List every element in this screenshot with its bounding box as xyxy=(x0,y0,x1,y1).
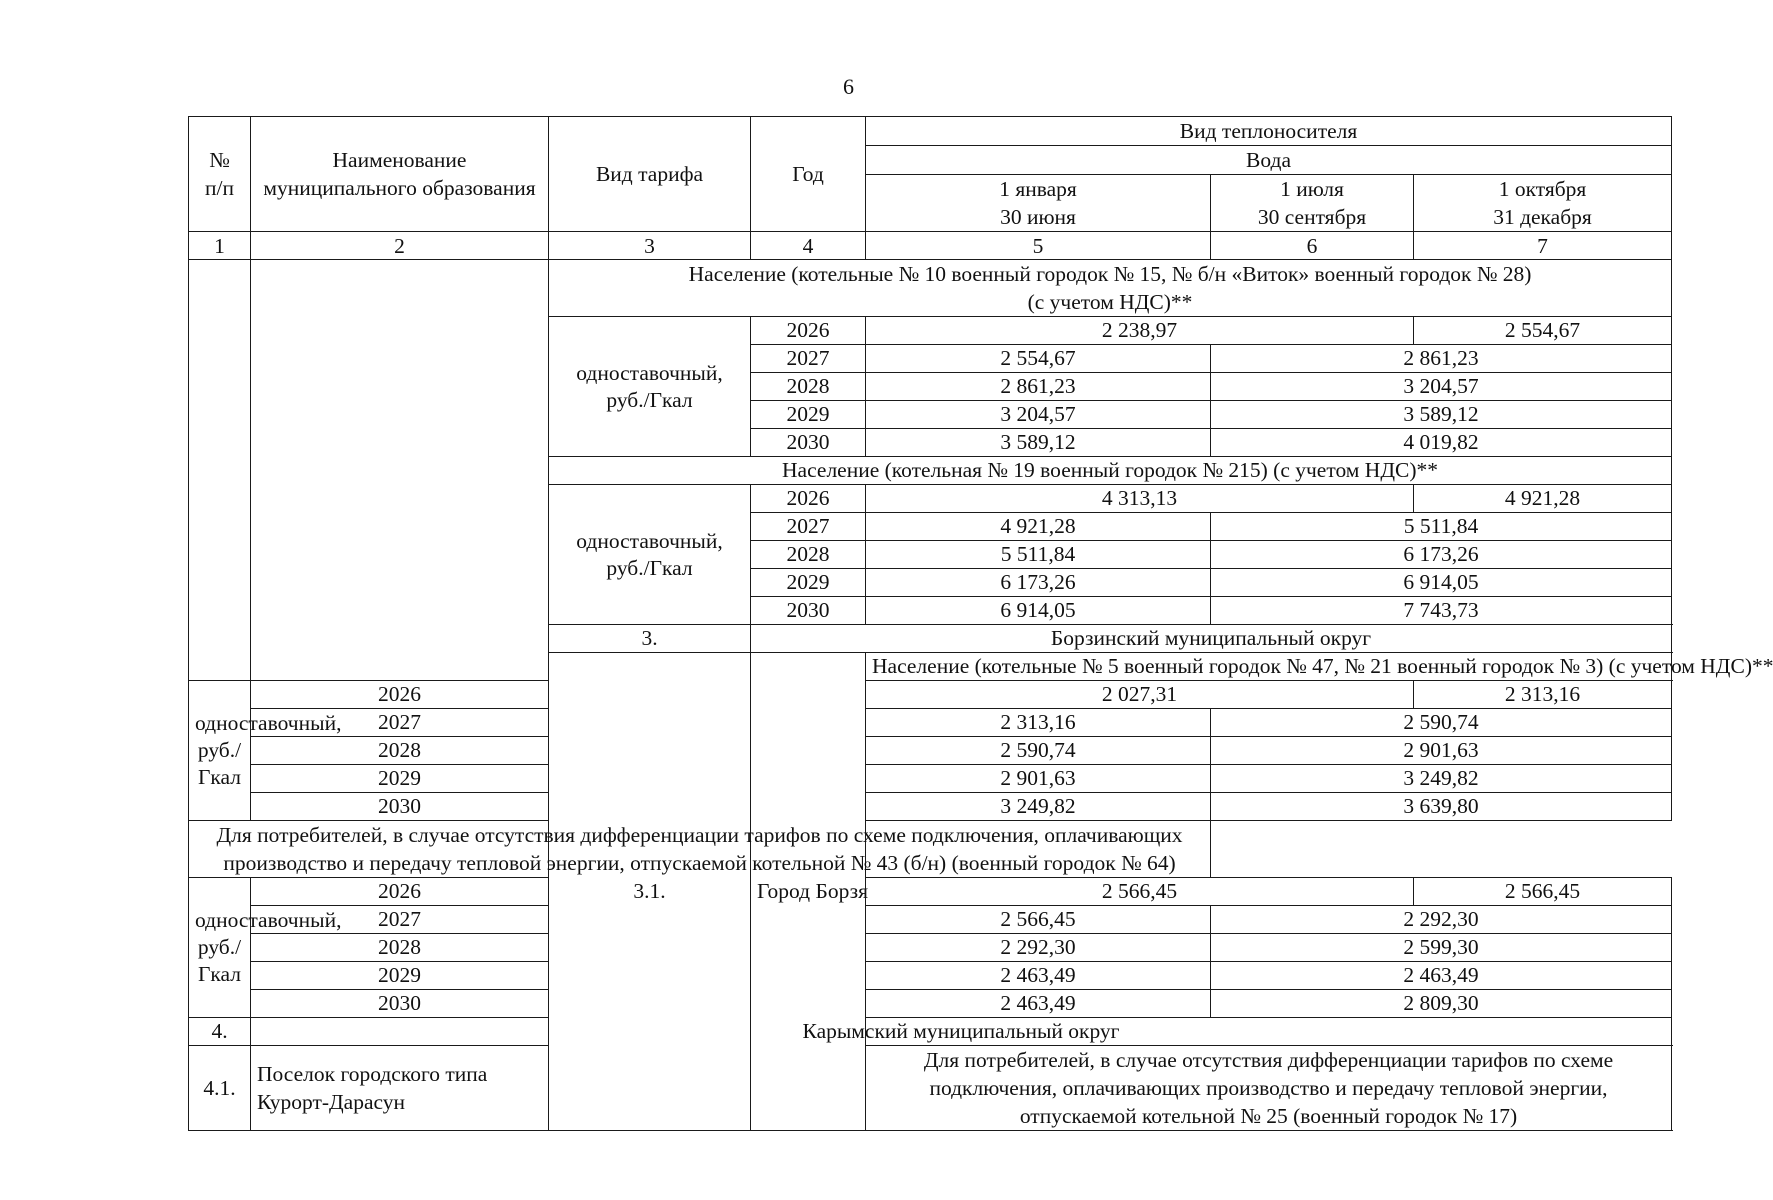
header-year: Год xyxy=(751,117,866,232)
tariff-type-cell: одноставочный, руб./Гкал xyxy=(189,878,251,1018)
column-number: 2 xyxy=(251,232,549,260)
value-cell: 4 019,82 xyxy=(1211,429,1672,457)
table-row xyxy=(189,793,1672,821)
year-cell: 2026 xyxy=(751,485,866,513)
value-cell: 3 639,80 xyxy=(1211,793,1672,821)
value-cell: 3 249,82 xyxy=(1211,765,1672,793)
table-row xyxy=(189,878,1672,906)
value-cell: 4 921,28 xyxy=(866,513,1211,541)
town-row xyxy=(189,1046,1672,1131)
header-period-1: 1 января 30 июня xyxy=(866,175,1211,232)
value-cell: 2 599,30 xyxy=(1211,934,1672,962)
value-cell: 6 914,05 xyxy=(1211,569,1672,597)
value-cell: 2 313,16 xyxy=(1414,681,1672,709)
value-cell: 3 589,12 xyxy=(1211,401,1672,429)
year-cell: 2028 xyxy=(751,541,866,569)
header-num: № п/п xyxy=(189,117,251,232)
value-cell: 3 249,82 xyxy=(866,793,1211,821)
value-cell: 2 292,30 xyxy=(1211,906,1672,934)
tariff-type-cell: одноставочный, руб./Гкал xyxy=(189,681,251,821)
table-row xyxy=(189,934,1672,962)
year-cell: 2027 xyxy=(251,906,549,934)
header-carrier-type: Вид теплоносителя xyxy=(866,117,1672,146)
district-num: 4. xyxy=(189,1018,251,1046)
value-cell: 2 027,31 xyxy=(866,681,1414,709)
value-cell: 6 173,26 xyxy=(1211,541,1672,569)
value-cell: 2 861,23 xyxy=(866,373,1211,401)
section-title: Население (котельные № 10 военный городок № 15, № б/н «Виток» военный городок № 28) (с учетом НДС)** xyxy=(549,260,1672,317)
value-cell: 4 921,28 xyxy=(1414,485,1672,513)
district-num: 3. xyxy=(549,625,751,653)
town-name: Поселок городского типа Курорт-Дарасун xyxy=(251,1046,549,1131)
table-row xyxy=(189,709,1672,737)
table-row xyxy=(189,681,1672,709)
table-row xyxy=(189,962,1672,990)
value-cell: 2 463,49 xyxy=(866,962,1211,990)
year-cell: 2027 xyxy=(751,345,866,373)
value-cell: 2 566,45 xyxy=(1414,878,1672,906)
header-period-3: 1 октября 31 декабря xyxy=(1414,175,1672,232)
year-cell: 2027 xyxy=(751,513,866,541)
year-cell: 2030 xyxy=(251,793,549,821)
value-cell: 2 292,30 xyxy=(866,934,1211,962)
value-cell: 2 463,49 xyxy=(1211,962,1672,990)
table-row xyxy=(189,906,1672,934)
tariff-table xyxy=(188,116,1773,1131)
value-cell: 2 590,74 xyxy=(1211,709,1672,737)
column-number: 5 xyxy=(866,232,1211,260)
value-cell: 2 238,97 xyxy=(866,317,1414,345)
value-cell: 2 463,49 xyxy=(866,990,1211,1018)
section-title: Для потребителей, в случае отсутствия дифференциации тарифов по схеме подключения, оплачивающих производство и передачу тепловой энергии, отпускаемой котельной № 25 (военный городок № 17) xyxy=(866,1046,1672,1131)
value-cell: 2 313,16 xyxy=(866,709,1211,737)
table-row xyxy=(189,990,1672,1018)
column-number: 7 xyxy=(1414,232,1672,260)
value-cell: 6 914,05 xyxy=(866,597,1211,625)
year-cell: 2030 xyxy=(751,429,866,457)
town-num: 4.1. xyxy=(189,1046,251,1131)
year-cell: 2026 xyxy=(251,681,549,709)
value-cell: 5 511,84 xyxy=(866,541,1211,569)
district-name: Карымский муниципальный округ xyxy=(251,1018,1672,1046)
header-row xyxy=(189,117,1672,146)
tariff-type-cell: одноставочный, руб./Гкал xyxy=(549,317,751,457)
district-row xyxy=(189,1018,1672,1046)
year-cell: 2027 xyxy=(251,709,549,737)
header-municipality: Наименование муниципального образования xyxy=(251,117,549,232)
year-cell: 2029 xyxy=(251,962,549,990)
year-cell: 2029 xyxy=(751,569,866,597)
value-cell: 2 554,67 xyxy=(1414,317,1672,345)
section-title: Население (котельные № 5 военный городок № 47, № 21 военный городок № 3) (с учетом НДС)** xyxy=(866,653,1672,681)
page-number: 6 xyxy=(843,74,854,99)
year-cell: 2029 xyxy=(251,765,549,793)
year-cell: 2030 xyxy=(751,597,866,625)
value-cell: 4 313,13 xyxy=(866,485,1414,513)
value-cell: 2 901,63 xyxy=(866,765,1211,793)
section-title-row xyxy=(189,821,1672,878)
district-name: Борзинский муниципальный округ xyxy=(751,625,1672,653)
section-title: Для потребителей, в случае отсутствия дифференциации тарифов по схеме подключения, оплачивающих производство и передачу тепловой энергии, отпускаемой котельной № 43 (б/н) (военный городок № 64) xyxy=(189,821,1211,878)
table-row xyxy=(189,737,1672,765)
header-period-2: 1 июля 30 сентября xyxy=(1211,175,1414,232)
section-title: Население (котельная № 19 военный городок № 215) (с учетом НДС)** xyxy=(549,457,1672,485)
value-cell: 2 566,45 xyxy=(866,906,1211,934)
city-num: 3.1. xyxy=(549,653,751,1131)
section-title-row xyxy=(189,260,1672,317)
empty-num-cell xyxy=(189,260,251,681)
value-cell: 3 204,57 xyxy=(1211,373,1672,401)
value-cell: 2 861,23 xyxy=(1211,345,1672,373)
year-cell: 2028 xyxy=(751,373,866,401)
column-number: 6 xyxy=(1211,232,1414,260)
year-cell: 2028 xyxy=(251,934,549,962)
value-cell: 3 204,57 xyxy=(866,401,1211,429)
column-number-row xyxy=(189,232,1672,260)
column-number: 3 xyxy=(549,232,751,260)
year-cell: 2026 xyxy=(251,878,549,906)
year-cell: 2030 xyxy=(251,990,549,1018)
city-name: Город Борзя xyxy=(751,653,866,1131)
tariff-type-cell: одноставочный, руб./Гкал xyxy=(549,485,751,625)
value-cell: 3 589,12 xyxy=(866,429,1211,457)
empty-name-cell xyxy=(251,260,549,681)
header-tariff-type: Вид тарифа xyxy=(549,117,751,232)
year-cell: 2026 xyxy=(751,317,866,345)
header-carrier: Вода xyxy=(866,146,1672,175)
value-cell: 2 901,63 xyxy=(1211,737,1672,765)
value-cell: 5 511,84 xyxy=(1211,513,1672,541)
value-cell: 2 590,74 xyxy=(866,737,1211,765)
year-cell: 2029 xyxy=(751,401,866,429)
value-cell: 7 743,73 xyxy=(1211,597,1672,625)
value-cell: 2 809,30 xyxy=(1211,990,1672,1018)
value-cell: 2 554,67 xyxy=(866,345,1211,373)
table-row xyxy=(189,765,1672,793)
value-cell: 2 566,45 xyxy=(866,878,1414,906)
column-number: 1 xyxy=(189,232,251,260)
value-cell: 6 173,26 xyxy=(866,569,1211,597)
year-cell: 2028 xyxy=(251,737,549,765)
column-number: 4 xyxy=(751,232,866,260)
